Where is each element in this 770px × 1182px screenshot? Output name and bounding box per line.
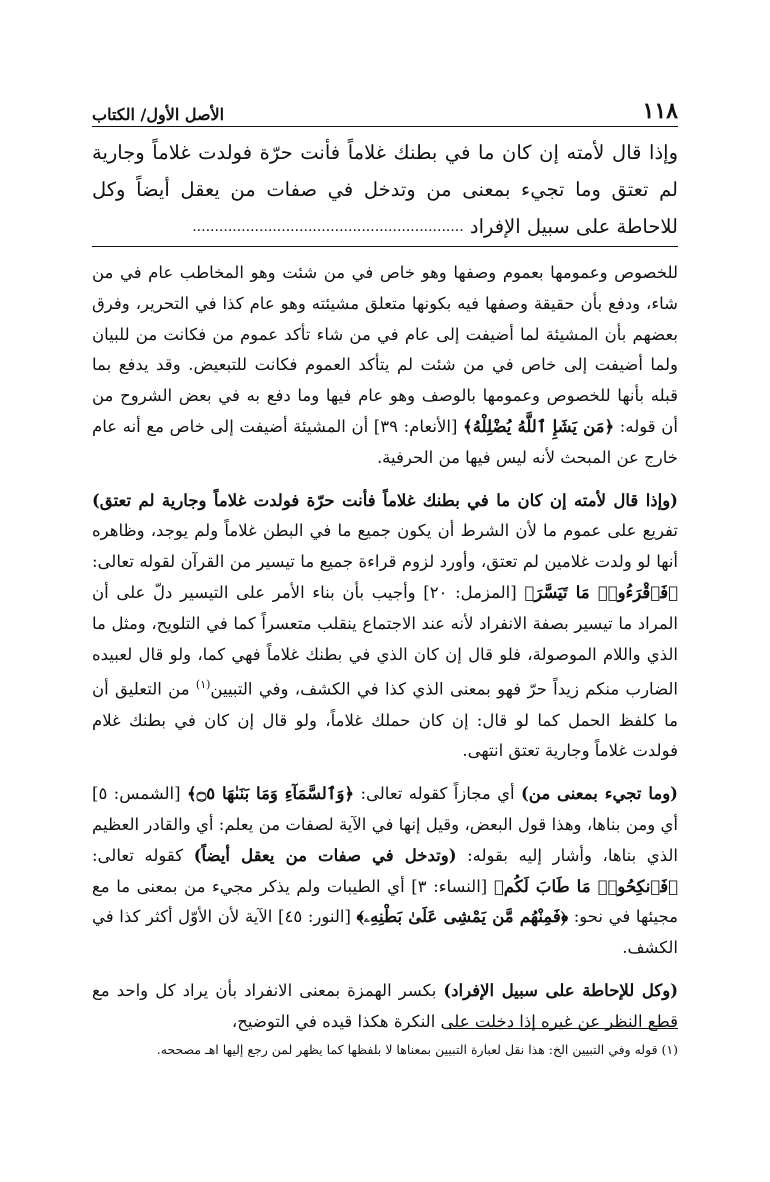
matn-text xyxy=(92,134,678,246)
matn-line-3: سبيل الإفراد xyxy=(469,215,570,238)
quran-verse: ﴿فَٱقْرَءُوا۟ مَا تَيَسَّرَ﴾ xyxy=(524,582,678,602)
quran-verse: ﴿فَٱنكِحُوا۟ مَا طَابَ لَكُم﴾ xyxy=(493,876,678,896)
running-title: الأصل الأول/ الكتاب xyxy=(92,105,225,124)
matn-line-2: تعتق وما تجيء بمعنى من وتدخل في صفات من يعقل أيضاً وكل للاحاطة على xyxy=(92,178,678,238)
quran-verse: ﴿وَٱلسَّمَآءِ وَمَا بَنَىٰهَا ۝٥﴾ xyxy=(186,784,355,804)
sharh-paragraph-3: (وما تجيء بمعنى من) أي مجازاً كقوله تعالى: ﴿وَٱلسَّمَآءِ وَمَا بَنَىٰهَا ۝٥﴾ [الشمس: ٥] أي ومن بناها، وهذا قول البعض، وقيل إنها في الآية لصفات من يعلم: أي والقادر العظيم الذي بناها، وأشار إليه بقوله: (وتدخل في صفات من يعقل أيضاً) كقوله تعالى: ﴿فَٱنكِحُوا۟ مَا طَابَ لَكُم﴾ [النساء: ٣] أي الطيبات ولم يذكر مجيء من بمعنى ما مع مجيئها في نحو: ﴿فَمِنْهُم مَّن يَمْشِى عَلَىٰ بَطْنِهِۦ﴾ [النور: ٤٥] الآية لأن الأوّل أكثر كذا في الكشف. xyxy=(92,784,679,958)
sharh-paragraph-1: للخصوص وعمومها بعموم وصفها وهو خاص في من شئت وهو المخاطب عام في من شاء، ودفع بأن حقيقة وصفها فيه بكونها متعلق مشيئته وهو عام كذا في التحرير، وفرق بعضهم بأن المشيئة لما أضيفت إلى عام في من شاء تأكد عموم من فكانت من للبيان ولما أضيفت إلى خاص في من شئت لم يتأكد العموم فكانت للتبعيض. وقد يدفع بما قبله بأنها للخصوص وعمومها بالوصف وهو عام فيها وما دفع به في بعض الشروح من أن قوله: ﴿مَن يَشَإِ ٱللَّهُ يُضْلِلْهُ﴾ [الأنعام: ٣٩] أن المشيئة أضيفت إلى خاص مع أنه عام خارج عن المبحث لأنه ليس فيها من الحرفية. xyxy=(92,263,678,467)
matn-quote: (وما تجيء بمعنى من) xyxy=(520,784,678,804)
quran-verse: ﴿فَمِنْهُم مَّن يَمْشِى عَلَىٰ بَطْنِهِۦ﴾ xyxy=(356,907,569,927)
page-header xyxy=(92,94,678,127)
separator-rule xyxy=(92,246,678,247)
matn-quote: (وإذا قال لأمته إن كان ما في بطنك غلاماً فأنت حرّة فولدت غلاماً وجارية لم تعتق) xyxy=(92,490,678,510)
matn-quote: (وتدخل في صفات من يعقل أيضاً) xyxy=(193,845,457,865)
matn-quote: (وكل للإحاطة على سبيل الإفراد) xyxy=(443,981,678,1001)
footnote-rule xyxy=(448,1028,678,1029)
page-number: ١١٨ xyxy=(642,98,678,124)
matn-dots: ............................................................. xyxy=(192,219,464,235)
footnote-marker: (١) xyxy=(195,678,211,692)
sharh-paragraph-4: (وكل للإحاطة على سبيل الإفراد) بكسر الهمزة بمعنى الانفراد بأن يراد كل واحد مع قطع النظر عن غيره إذا دخلت على النكرة هكذا قيده في التوضيح، xyxy=(92,981,678,1031)
sharh-paragraph-2: (وإذا قال لأمته إن كان ما في بطنك غلاماً فأنت حرّة فولدت غلاماً وجارية لم تعتق) تفريع على عموم ما لأن الشرط أن يكون جميع ما في البطن غلاماً ولم يوجد، وظاهره أنها لو ولدت غلامين لم تعتق، وأورد لزوم قراءة جميع ما تيسير من القرآن لقوله تعالى: ﴿فَٱقْرَءُوا۟ مَا تَيَسَّرَ﴾ [المزمل: ٢٠] وأجيب بأن بناء الأمر على التيسير دلّ على أن المراد ما تيسير بصفة الانفراد لأنه عند الاجتماع ينقلب متعسراً كما في التلويح، ومثل ما الذي واللام الموصولة، فلو قال إن كان الذي في بطنك غلاماً فهي كما، ولو قال لعبيده الضارب منكم زيداً حرّ فهو بمعنى الذي كذا في الكشف، وفي التبيين$^{(١)}$ من التعليق أن ما كلفظ الحمل كما لو قال: إن كان حملك غلاماً، ولو قال إن كان في بطنك غلام فولدت غلاماً وجارية تعتق انتهى. xyxy=(92,490,678,761)
quran-verse: ﴿مَن يَشَإِ ٱللَّهُ يُضْلِلْهُ﴾ xyxy=(463,416,615,436)
sharh-text xyxy=(92,258,678,1038)
matn-line-1: وإذا قال لأمته إن كان ما في بطنك غلاماً فأنت حرّة فولدت غلاماً وجارية لم xyxy=(92,141,678,201)
footnote: (١) قوله وفي التبيين الخ: هذا نقل لعبارة التبيين بمعناها لا بلفظها كما يظهر لمن رجع إليها اهـ مصححه. xyxy=(156,1042,678,1057)
